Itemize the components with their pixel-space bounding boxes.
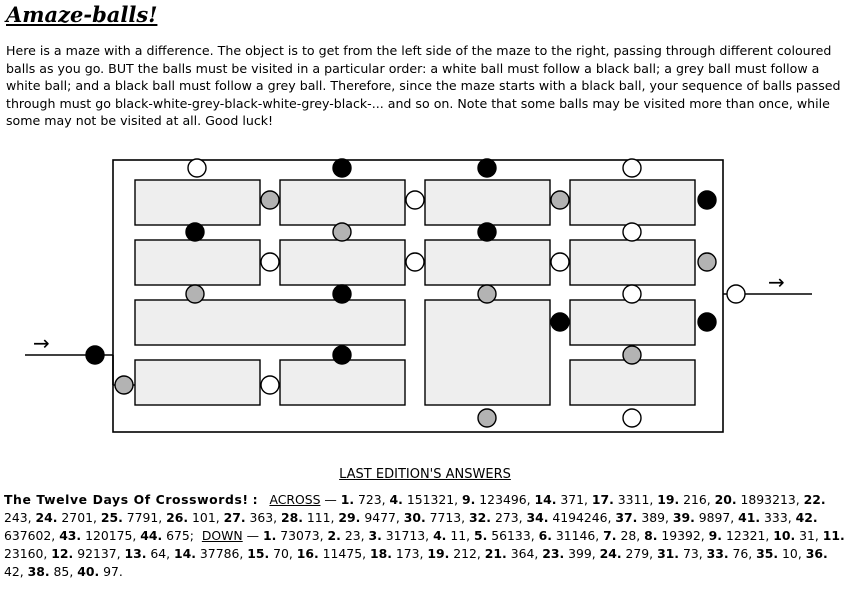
maze-ball-black (333, 285, 351, 303)
maze-ball-black (698, 313, 716, 331)
maze-ball-white (623, 285, 641, 303)
maze-ball-black (551, 313, 569, 331)
maze-ball-grey (261, 191, 279, 209)
maze-ball-black (86, 346, 104, 364)
maze-ball-grey (115, 376, 133, 394)
maze-ball-black (478, 159, 496, 177)
maze-wall-block (280, 360, 405, 405)
maze-wall-block (570, 240, 695, 285)
svg-text:→: → (33, 331, 50, 355)
answers-down-label: DOWN (201, 528, 243, 543)
maze-ball-black (478, 223, 496, 241)
maze-box-group (135, 180, 695, 405)
page-title: Amaze-balls! (6, 2, 158, 27)
maze-ball-black (333, 346, 351, 364)
maze-wall-block (135, 300, 405, 345)
maze-wall-block (135, 180, 260, 225)
maze-wall-block (425, 240, 550, 285)
maze-ball-white (188, 159, 206, 177)
maze-ball-white (623, 223, 641, 241)
maze-ball-grey (333, 223, 351, 241)
maze-wall-block (570, 300, 695, 345)
answers-body: The Twelve Days Of Crosswords! : ACROSS — 1. 723, 4. 151321, 9. 123496, 14. 371, 17. 3311, 19. 216, 20. 1893213, 22. 243, 24. 2701, 25. 7791, 26. 101, 27. 363, 28. 111, 29. 9477, 30. 7713, 32. 273, 34. 4194246, 37. 389, 39. 9897, 41. 333, 42. 637602, 43. 120175, 44. 675; DOWN — 1. 73073, 2. 23, 3. 31713, 4. 11, 5. 56133, 6. 31146, 7. 28, 8. 19392, 9. 12321, 10. 31, 11. 23160, 12. 92137, 13. 64, 14. 37786, 15. 70, 16. 11475, 18. 173, 19. 212, 21. 364, 23. 399, 24. 279, 31. 73, 33. 76, 35. 10, 36. 42, 38. 85, 40. 97. (4, 492, 845, 579)
maze-ball-grey (698, 253, 716, 271)
maze-ball-white (727, 285, 745, 303)
maze-ball-grey (478, 409, 496, 427)
maze-svg (0, 150, 850, 450)
maze-ball-white (623, 409, 641, 427)
svg-text:→: → (768, 270, 785, 294)
maze-ball-grey (478, 285, 496, 303)
maze-ball-white (261, 376, 279, 394)
answers-heading-text: LAST EDITION'S ANSWERS (339, 467, 511, 482)
intro-paragraph: Here is a maze with a difference. The object is to get from the left side of the maze to the right, passing through different coloured balls as you go. BUT the balls must be visited in a particular order: a white ball must follow a black ball; a grey ball must follow a white ball; and a black ball must follow a grey ball. Therefore, since the maze starts with a black ball, your sequence of balls passed through must go black-white-grey-black-white-grey-black-... and so on. Note that some balls may be visited more than once, while some may not be visited at all. Good luck! (6, 43, 841, 128)
maze-ball-grey (186, 285, 204, 303)
answers-heading (0, 467, 850, 482)
maze-ball-black (698, 191, 716, 209)
maze-ball-black (186, 223, 204, 241)
maze-ball-grey (623, 346, 641, 364)
maze-wall-block (570, 180, 695, 225)
maze-wall-block (280, 180, 405, 225)
maze-wall-block (570, 360, 695, 405)
maze-ball-white (406, 191, 424, 209)
maze-ball-grey (551, 191, 569, 209)
maze-ball-white (261, 253, 279, 271)
answers-across-label: ACROSS (269, 492, 321, 507)
maze-ball-white (623, 159, 641, 177)
maze-wall-block (425, 300, 550, 405)
maze-wall-block (425, 180, 550, 225)
maze-wall-block (135, 240, 260, 285)
maze-ball-black (333, 159, 351, 177)
maze-wall-block (135, 360, 260, 405)
maze-wall-block (280, 240, 405, 285)
maze-ball-white (551, 253, 569, 271)
maze-ball-white (406, 253, 424, 271)
answers-puzzle-name: The Twelve Days Of Crosswords! (4, 492, 249, 507)
maze-figure (0, 150, 850, 450)
